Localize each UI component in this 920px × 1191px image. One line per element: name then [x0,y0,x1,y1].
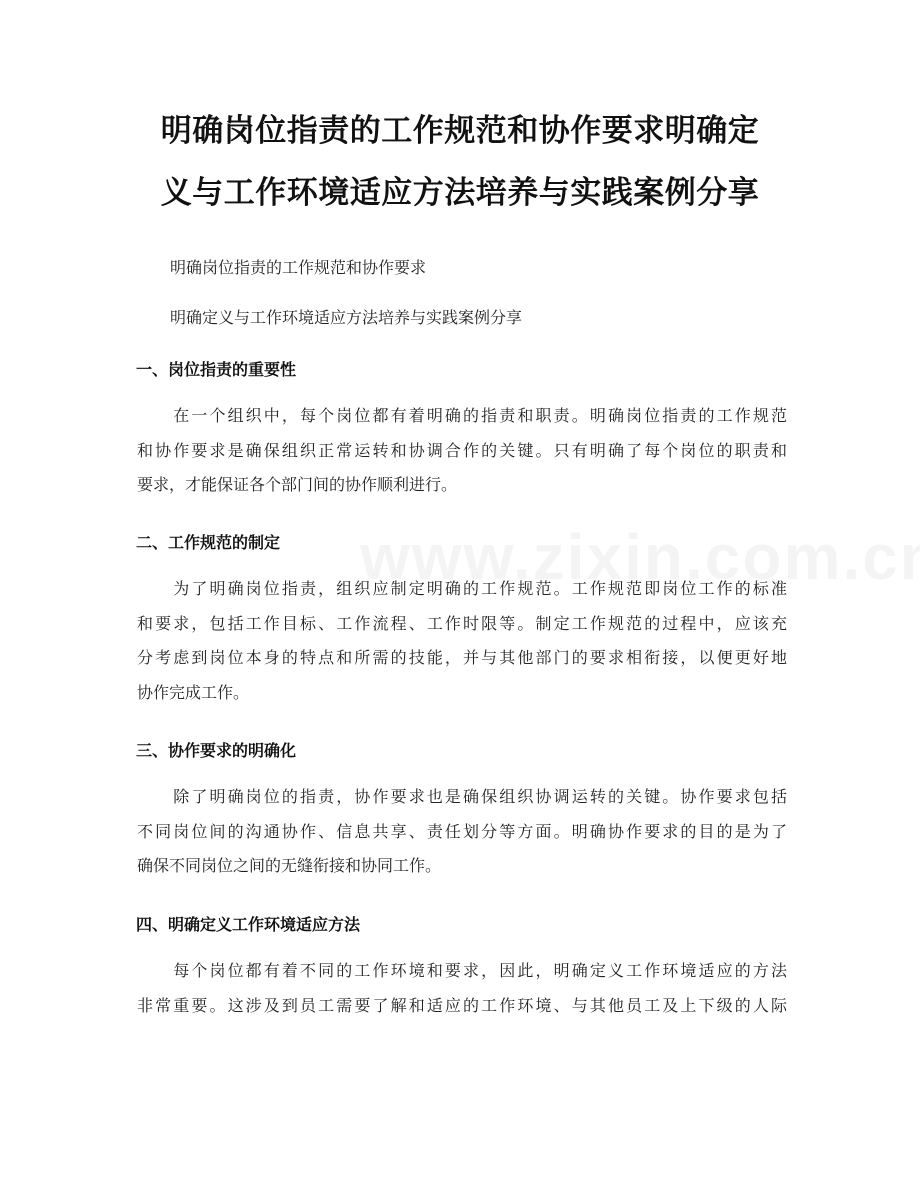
paragraph-line: 要求，才能保证各个部门间的协作顺利进行。 [137,475,458,494]
section-paragraph-1 [137,399,787,503]
section-heading-2: 二、工作规范的制定 [136,533,281,552]
section-heading-1: 一、岗位指责的重要性 [136,360,297,379]
title-line-1: 明确岗位指责的工作规范和协作要求明确定 [160,113,760,149]
paragraph-line: 每个岗位都有着不同的工作环境和要求，因此，明确定义工作环境适应的方法 [137,961,787,980]
subtitle-1: 明确岗位指责的工作规范和协作要求 [170,258,427,277]
section-paragraph-4 [137,954,787,1023]
paragraph-line: 在一个组织中，每个岗位都有着明确的指责和职责。明确岗位指责的工作规范 [137,406,787,425]
title-line-2: 义与工作环境适应方法培养与实践案例分享 [160,175,760,211]
subtitle-2: 明确定义与工作环境适应方法培养与实践案例分享 [170,308,523,327]
paragraph-line: 确保不同岗位之间的无缝衔接和协同工作。 [137,856,442,875]
paragraph-line: 不同岗位间的沟通协作、信息共享、责任划分等方面。明确协作要求的目的是为了 [137,821,787,841]
section-heading-4: 四、明确定义工作环境适应方法 [136,915,361,934]
document-title [110,100,810,224]
paragraph-line: 非常重要。这涉及到员工需要了解和适应的工作环境、与其他员工及上下级的人际 [137,995,787,1015]
paragraph-line: 和要求，包括工作目标、工作流程、工作时限等。制定工作规范的过程中，应该充 [137,613,787,633]
paragraph-line: 协作完成工作。 [137,682,250,702]
section-paragraph-2 [137,572,787,710]
paragraph-line: 为了明确岗位指责，组织应制定明确的工作规范。工作规范即岗位工作的标准 [137,579,787,598]
section-paragraph-3 [137,780,787,884]
paragraph-line: 和协作要求是确保组织正常运转和协调合作的关键。只有明确了每个岗位的职责和 [137,440,787,460]
paragraph-line: 除了明确岗位的指责，协作要求也是确保组织协调运转的关键。协作要求包括 [137,787,787,806]
paragraph-line: 分考虑到岗位本身的特点和所需的技能，并与其他部门的要求相衔接，以便更好地 [137,648,787,667]
section-heading-3: 三、协作要求的明确化 [136,741,297,760]
